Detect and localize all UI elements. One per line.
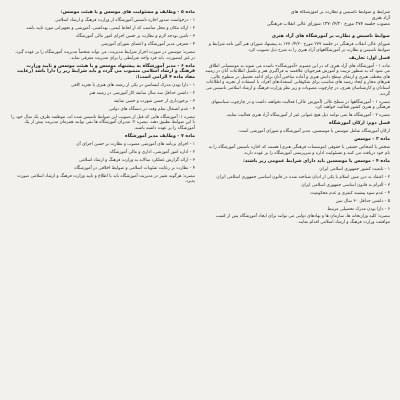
- article-3-heading: ماده ۳ - موسس: [354, 137, 390, 143]
- main-heading: ضوابط تاسیس و نظارت بر آموزشگاه های آزاد هنری: [271, 34, 390, 39]
- article-5-list: [10, 18, 195, 48]
- chapter-1-heading: فصل اول: تعاریف: [349, 55, 390, 61]
- article-5-heading: ماده ۵ - وظایف و مسئولیت های موسس و یا هیئت موسس:: [60, 10, 195, 15]
- list-item: ۴ - نظارت بر رعایت شئونات اسلامی و ضوابط اخلاقی در آموزشگاه: [74, 165, 195, 171]
- article-5-note: تبصره: موسس در صورت احراز شرایط مدیریت، می تواند شخصاً مدیریت آموزشگاه را بر عهده گیرد. در غیر اینصورت، باید فرد واجد شرایطی را برای مدیریت معرفی نماید.: [14, 49, 195, 61]
- chapter-2-text: ارکان آموزشگاه شامل موسس یا موسسین، مدیر آموزشگاه و شورای آموزشی است.: [238, 129, 390, 135]
- article-4-list: [205, 167, 390, 213]
- title-line-2: آزاد هنری: [371, 16, 390, 21]
- list-item: ۱ - اجرای برنامه های آموزشی مصوب و نظارت بر حسن اجرای آن: [76, 141, 195, 147]
- article-4-heading: ماده ۴ - موسس یا موسسین باید دارای شرایط عمومی زیر باشند:: [242, 158, 390, 164]
- list-item: ۲ - اداره امور آموزشی، اداری و مالی آموزشگاه: [109, 149, 195, 155]
- article-7-list: [10, 142, 195, 172]
- article-7-note: تبصره: هرگونه تغییر در مدیریت آموزشگاه باید با اطلاع و تایید وزارت فرهنگ و ارشاد اسلامی صورت پذیرد.: [17, 173, 195, 185]
- list-item: ۳ - التزام به قانون اساسی جمهوری اسلامی ایران: [301, 182, 390, 188]
- list-item: ۲ - ارائه مکان و محل مناسب که از لحاظ ایمنی، بهداشتی، آموزشی و تجهیزاتی مورد تایید باشد: [26, 25, 195, 31]
- list-item: ۲ - داشتن حداقل سه سال سابقه کار آموزشی در زمینه هنر: [89, 90, 195, 96]
- list-item: ۲ - اعتقاد به دین مبین اسلام یا یکی از ادیان شناخته شده در قانون اساسی جمهوری اسلامی ایران: [216, 174, 390, 180]
- list-item: ۴ - عدم سوء پیشینه کیفری و عدم محکومیت: [310, 190, 390, 196]
- title-line-1: شرایط و ضوابط تاسیس و نظارت بر آموزشگاه های: [290, 10, 390, 15]
- list-item: ۳ - برخورداری از حسن شهرت و حسن سابقه: [113, 98, 195, 104]
- list-item: ۳ - ارائه گزارش عملکرد سالانه به وزارت فرهنگ و ارشاد اسلامی: [79, 157, 195, 163]
- article-7-heading: ماده ۷ - وظایف مدیر آموزشگاه: [124, 133, 195, 139]
- intro-paragraph: شورای عالی انقلاب فرهنگی در جلسه ۲۷۷ مورخ ۱۳۷۰/۴/۲۰ به پیشنهاد شورای هنر آئین نامه شرایط و ضوابط تاسیس و نظارت بر آموزشگاههای آزاد هنری را به شرح ذیل تصویب کرد.: [208, 41, 390, 53]
- list-item: ۱ - دارا بودن مدرک لیسانس در یکی از رشته های هنری یا تجربه کافی: [71, 82, 195, 88]
- chapter-2-heading: فصل دوم: ارکان آموزشگاه: [329, 121, 390, 127]
- left-column: [10, 10, 195, 392]
- list-item: ۶ - دارا بودن مدرک تحصیلی مرتبط: [327, 206, 390, 212]
- article-6-note: تبصره ۱: آموزشگاه هایی که قبل از تصویب این ضوابط تاسیس شده اند، موظفند ظرف یک سال خود را با این ضوابط تطبیق دهند. تبصره ۲: مدیران آموزشگاه ها نمی توانند همزمان مدیریت بیش از یک آموزشگاه را بر عهده داشته باشند.: [11, 114, 195, 131]
- chapter-1-text: ماده ۱ - آموزشگاه های آزاد هنری که در این مصوبه «آموزشگاه» نامیده می شوند به موسساتی اطلاق می شود که به منظور تربیت و آموزش هنرجویان علاقمند به فراگیری هنر و تکمیل اطلاعات آنان در زمینه های مختلف هنری و ارتقای سطح دانش هنری و آماده ساختن آنان برای ادامه تحصیل در سطوح عالی، هنرهای مجاز و ایجاد زمینه های مناسب برای شکوفایی استعدادهای افراد، با استفاده از تجربه و اطلاعات استادان و کارشناسان هنری، در چارچوب مصوبات و زیر نظر وزارت فرهنگ و ارشاد اسلامی تاسیس می گردند.: [205, 63, 390, 97]
- list-item: ۱ - تابعیت کشور جمهوری اسلامی ایران: [319, 166, 390, 172]
- chapter-1-note-1: تبصره ۱ - آموزشگاهها در سطح عالی (آموزش عالی) فعالیت نخواهند داشت و در چارچوب سیاستهای فرهنگی و هنری کشور فعالیت خواهند کرد.: [211, 99, 390, 111]
- title-line-3: مصوب جلسه ۲۷۷ مورخ ۱۳۷۰/۴/۲۰ شورای عالی انقلاب فرهنگی: [266, 22, 390, 27]
- list-item: ۴ - معرفی مدیر آموزشگاه و اعضای شورای آموزشی: [100, 41, 195, 47]
- article-6-heading: ماده ۶ - مدیر آموزشگاه به پیشنهاد موسس و یا هیئت موسس و تایید وزارت فرهنگ و ارشاد اسلامی منصوب می گردد و باید شرایط زیر را دارا باشد (رعایت مفاد ماده ۴ الزامی است):: [17, 63, 195, 80]
- right-column: [205, 10, 390, 392]
- article-3-text: شخص یا اشخاص حقیقی یا حقوقی (موسسات فرهنگی هنری) هستند که اجازه تاسیس آموزشگاه را به نام خود دریافت می کنند و مسئولیت اداره و سرپرستی آموزشگاه را بر عهده دارند.: [208, 145, 390, 156]
- list-item: ۱ - درخواست صدور اجازه تاسیس آموزشگاه از وزارت فرهنگ و ارشاد اسلامی: [55, 17, 195, 23]
- chapter-1-note-2: تبصره ۲ - آموزشگاه ها نمی توانند ذیل هیچ عنوانی غیر از آموزشگاه آزاد هنری فعالیت نمایند.: [225, 113, 390, 119]
- article-4-note: تبصره: کلیه وزارتخانه ها، سازمان ها و نهادهای دولتی می توانند برای ایجاد آموزشگاه پس از کسب موافقت وزارت فرهنگ و ارشاد اسلامی اقدام نمایند.: [215, 214, 390, 226]
- list-item: ۳ - تامین بودجه لازم و نظارت بر حسن اجرای امور مالی آموزشگاه: [75, 33, 195, 39]
- document-title-block: [205, 10, 390, 28]
- list-item: ۵ - داشتن حداقل ۳۰ سال سن: [335, 198, 390, 204]
- list-item: ۴ - عدم اشتغال تمام وقت در دستگاه های دولتی: [108, 106, 195, 112]
- article-6-list: [10, 83, 195, 113]
